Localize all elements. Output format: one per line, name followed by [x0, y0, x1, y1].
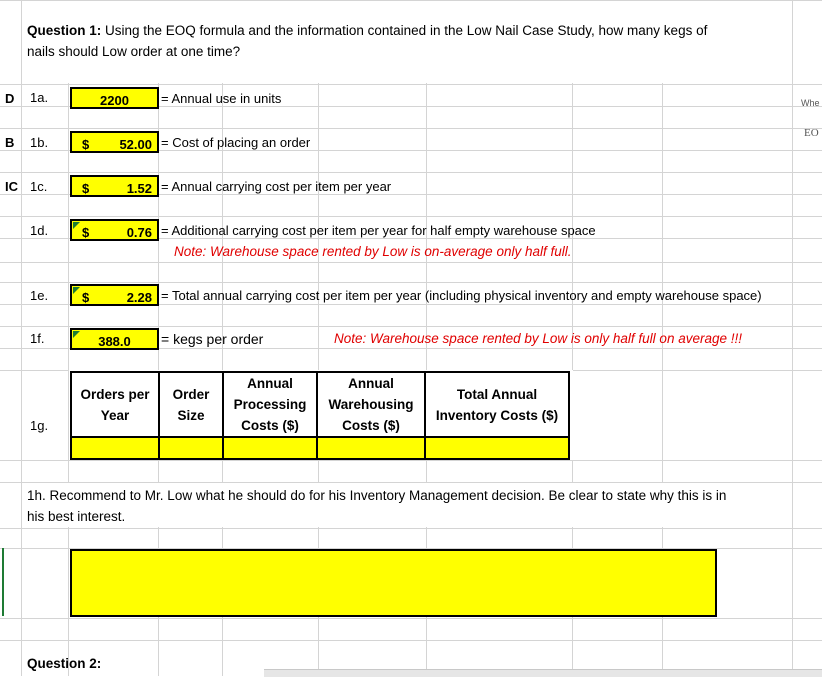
warehouse-note-1: Note: Warehouse space rented by Low is on-average only half full.	[174, 244, 572, 259]
row-label-1e: 1e.	[30, 288, 49, 303]
selection-indicator	[2, 548, 4, 616]
dollar-sign: $	[82, 181, 90, 196]
order-cost-value: 52.00	[119, 137, 152, 152]
dollar-sign: $	[82, 137, 90, 152]
dollar-sign: $	[82, 225, 90, 240]
additional-carrying-cost-desc: = Additional carrying cost per item per year for half empty warehouse space	[161, 223, 596, 238]
row-label-1a: 1a.	[30, 90, 49, 105]
carrying-cost-value: 1.52	[126, 181, 152, 196]
col-a-letter-d: D	[5, 91, 15, 106]
row-label-1g: 1g.	[30, 418, 49, 433]
question-1h-text: 1h. Recommend to Mr. Low what he should do for his Inventory Management decision. Be clear to state why this is in his best interest.	[27, 488, 727, 524]
total-carrying-cost-value: 2.28	[126, 290, 152, 305]
header-order-size: Order Size	[159, 372, 223, 437]
side-text-whe: Whe	[801, 98, 820, 108]
header-annual-warehousing-costs: Annual Warehousing Costs ($)	[317, 372, 425, 437]
annual-use-value: 2200	[100, 93, 129, 108]
col-a-letter-ic: IC	[5, 179, 18, 194]
input-order-size[interactable]	[159, 437, 223, 459]
total-carrying-cost-desc: = Total annual carrying cost per item per year (including physical inventory and empty warehouse space)	[161, 288, 762, 303]
input-annual-processing-costs[interactable]	[223, 437, 317, 459]
inventory-cost-table	[70, 371, 570, 460]
order-cost-desc: = Cost of placing an order	[161, 135, 311, 150]
annual-use-desc: = Annual use in units	[161, 91, 282, 106]
side-text-eoq: EO	[804, 127, 819, 139]
input-annual-warehousing-costs[interactable]	[317, 437, 425, 459]
input-total-annual-inventory-costs[interactable]	[425, 437, 569, 459]
kegs-per-order-cell[interactable]	[70, 328, 159, 350]
formula-indicator-icon	[73, 222, 80, 229]
additional-carrying-cost-value: 0.76	[126, 225, 152, 240]
kegs-per-order-desc: = kegs per order	[161, 331, 264, 347]
total-carrying-cost-cell[interactable]	[70, 284, 159, 306]
recommendation-answer-box[interactable]	[70, 549, 717, 617]
annual-use-cell[interactable]	[70, 87, 159, 109]
warehouse-note-2: Note: Warehouse space rented by Low is only half full on average !!!	[334, 331, 742, 346]
formula-indicator-icon	[73, 287, 80, 294]
question-1-label: Question 1:	[27, 23, 102, 38]
row-label-1c: 1c.	[30, 179, 48, 194]
carrying-cost-cell[interactable]	[70, 175, 159, 197]
question-1-text	[27, 20, 727, 62]
header-annual-processing-costs: Annual Processing Costs ($)	[223, 372, 317, 437]
order-cost-cell[interactable]	[70, 131, 159, 153]
col-a-letter-b: B	[5, 135, 15, 150]
kegs-per-order-value: 388.0	[98, 334, 131, 349]
carrying-cost-desc: = Annual carrying cost per item per year	[161, 179, 392, 194]
additional-carrying-cost-cell[interactable]	[70, 219, 159, 241]
question-2-label: Question 2:	[27, 656, 102, 671]
question-1-body: Using the EOQ formula and the information contained in the Low Nail Case Study, how many kegs of nails should Low order at one time?	[27, 23, 708, 59]
header-orders-per-year: Orders per Year	[71, 372, 159, 437]
dollar-sign: $	[82, 290, 90, 305]
header-total-annual-inventory-costs: Total Annual Inventory Costs ($)	[425, 372, 569, 437]
row-label-1f: 1f.	[30, 331, 45, 346]
input-orders-per-year[interactable]	[71, 437, 159, 459]
row-label-1b: 1b.	[30, 135, 49, 150]
row-label-1d: 1d.	[30, 223, 49, 238]
